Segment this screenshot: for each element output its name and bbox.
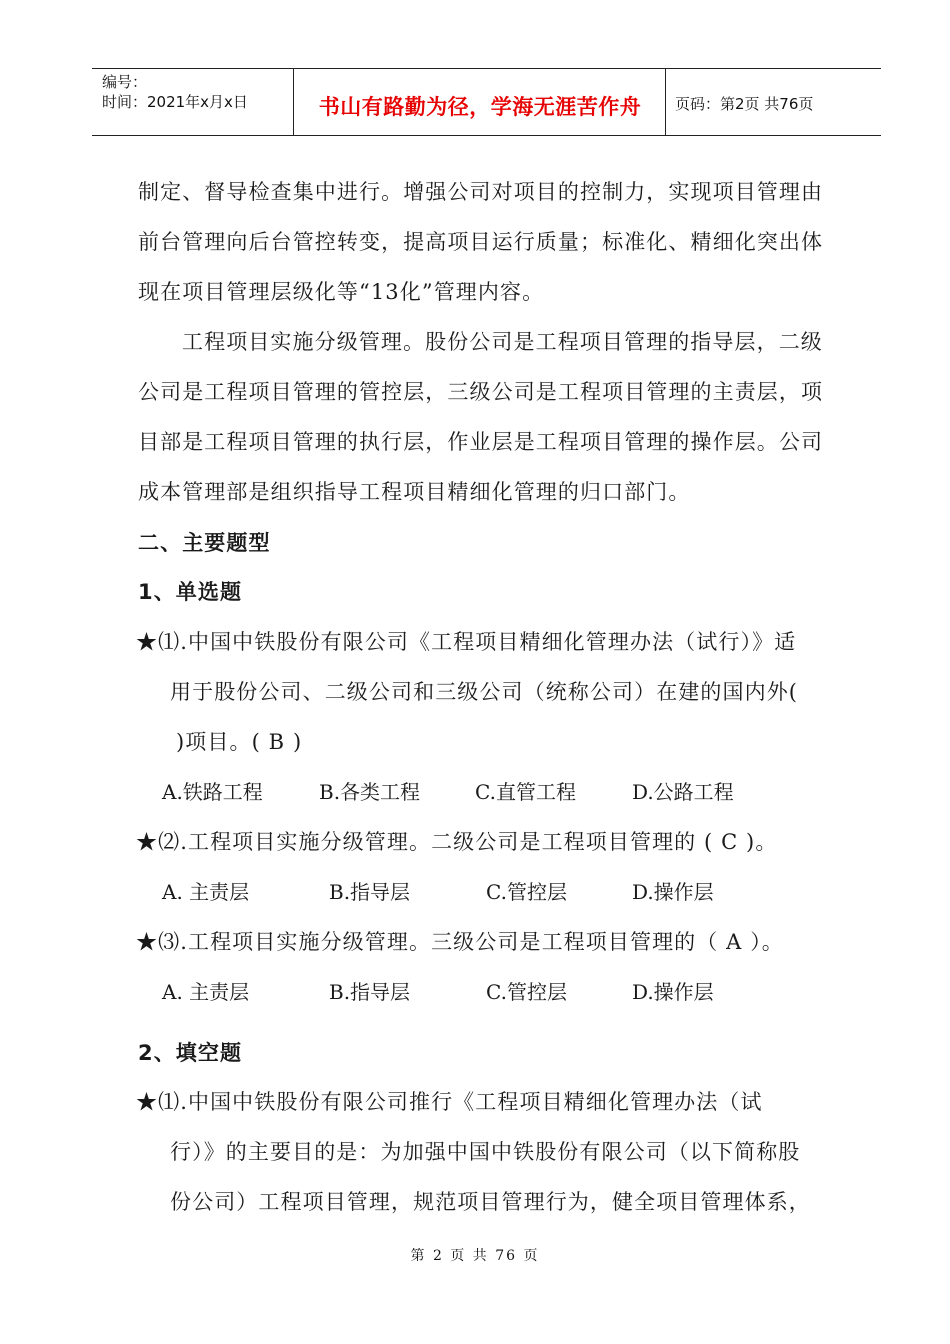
question-3-line: ★⑶.工程项目实施分级管理。三级公司是工程项目管理的（ A ）。	[136, 930, 784, 954]
question-2-line: ★⑵.工程项目实施分级管理。二级公司是工程项目管理的 ( C )。	[136, 830, 778, 854]
header-bottom-rule	[92, 135, 881, 136]
fill-1-line: 行）》的主要目的是：为加强中国中铁股份有限公司（以下简称股	[170, 1140, 801, 1164]
header-divider-2	[665, 68, 666, 136]
option-a: A. 主责层	[162, 980, 250, 1004]
section-heading-main: 二、主要题型	[138, 531, 271, 555]
fill-1-line: 份公司）工程项目管理，规范项目管理行为，健全项目管理体系，	[170, 1190, 811, 1214]
paragraph-line: 公司是工程项目管理的管控层，三级公司是工程项目管理的主责层，项	[138, 380, 824, 404]
option-c: C.管控层	[486, 880, 567, 904]
paragraph-line: 制定、督导检查集中进行。增强公司对项目的控制力，实现项目管理由	[138, 180, 824, 204]
page-footer: 第 2 页 共 76 页	[410, 1248, 540, 1264]
fill-1-line: ★⑴.中国中铁股份有限公司推行《工程项目精细化管理办法（试	[136, 1090, 763, 1114]
paragraph-line: 成本管理部是组织指导工程项目精细化管理的归口部门。	[138, 480, 691, 504]
option-b: B.指导层	[329, 880, 411, 904]
paragraph-line: 现在项目管理层级化等“13化”管理内容。	[138, 280, 545, 304]
header-divider-1	[293, 68, 294, 136]
paragraph-line: 前台管理向后台管控转变，提高项目运行质量；标准化、精细化突出体	[138, 230, 824, 254]
option-c: C.管控层	[486, 980, 567, 1004]
time-label: 时间：2021年x月x日	[102, 93, 248, 111]
question-1-line: ★⑴.中国中铁股份有限公司《工程项目精细化管理办法（试行）》适	[136, 630, 797, 654]
question-1-line: 用于股份公司、二级公司和三级公司（统称公司）在建的国内外(	[170, 680, 799, 704]
option-d: D.公路工程	[632, 780, 734, 804]
option-d: D.操作层	[632, 980, 714, 1004]
option-a: A. 主责层	[162, 880, 250, 904]
section-heading-single-choice: 1、单选题	[138, 580, 243, 604]
paragraph-line: 目部是工程项目管理的执行层，作业层是工程项目管理的操作层。公司	[138, 430, 824, 454]
question-1-line: )项目。( B )	[176, 730, 303, 754]
option-d: D.操作层	[632, 880, 714, 904]
option-b: B.指导层	[329, 980, 411, 1004]
paragraph-line: 工程项目实施分级管理。股份公司是工程项目管理的指导层，二级	[182, 330, 823, 354]
serial-label: 编号：	[102, 73, 148, 91]
header-page-info: 页码：第2页 共76页	[675, 95, 814, 113]
option-b: B.各类工程	[319, 780, 421, 804]
option-c: C.直管工程	[475, 780, 576, 804]
section-heading-fill-in: 2、填空题	[138, 1041, 243, 1065]
option-a: A.铁路工程	[162, 780, 263, 804]
header-motto: 书山有路勤为径，学海无涯苦作舟	[318, 95, 642, 119]
header-top-rule	[92, 68, 881, 69]
